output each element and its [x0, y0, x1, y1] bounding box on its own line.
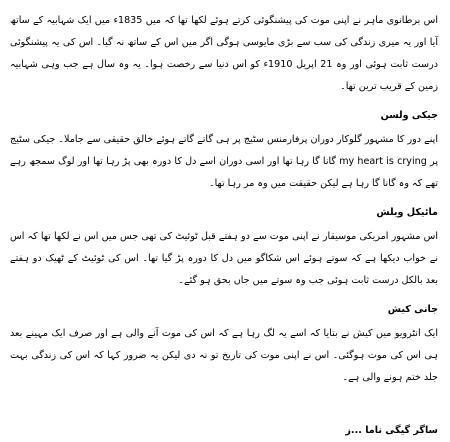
section-heading-jackie-wilson: جیکی ولسن [380, 110, 438, 121]
section-body-johnny-cash: ایک انٹرویو میں کیش نے بتایا کہ اسے یہ لگ رہا ہے کہ اس کی موت آنے والی ہے اور صرف ایک مہینے بعد ہی اس کی موت ہوگئی۔ اس نے اپنی موت کی تاریخ تو نہ دی لیکن یہ ضرور کہا کہ اس کی زندگی بہت جلد ختم ہونے والی ہے۔ [10, 328, 438, 383]
section-heading-michael-welsh: مائیکل ویلش [376, 207, 438, 218]
cut-off-heading: ساگر گیگی ناما ...ز [345, 425, 438, 436]
section-body-michael-welsh: اس مشہور امریکی موسیقار نے اپنی موت سے دو ہفتے قبل ٹوئیٹ کی تھی جس میں اس نے لکھا تھا کہ اس نے خواب دیکھا ہے کہ سوتے ہوئے اس شکاگو میں دل کا دورہ پڑ گیا تھا۔ اس کی ٹوئیٹ کے ٹھیک دو ہفتے بعد بالکل درست ثابت ہوئی جب وہ سوتے میں جاں بحق ہو گئے۔ [10, 231, 438, 286]
intro-paragraph: اس برطانوی ماہر نے اپنی موت کی پیشنگوئی کرتے ہوئے لکھا تھا کہ میں 1835ء میں ایک شہابیہ کے ساتھ آیا اور یہ میری زندگی کی سب سے بڑی مایوسی ہوگی اگر میں اس کے ساتھ نہ گیا۔ اس کی یہ پیشنگوئی درست ثابت ہوئی اور وہ 21 اپریل 1910ء کو اس دنیا سے رخصت ہوا۔ یہ وہ سال ہے جب وہی شہابیہ زمین کے قریب ترین تھا۔ [10, 15, 438, 92]
section-body-jackie-wilson: اپنے دور کا مشہور گلوکار دوران پرفارمنس سٹیج پر ہی گاتے گاتے ہوئے خالق حقیقی سے جاملا۔ جیکی سٹیج پر my heart is crying گانا گا رہا تھا اور اسی دوران اسے دل کا دورہ بھی پڑ رہا تھا اور لوگ سمجھ رہے تھے کہ وہ گانا گا رہا ہے لیکن حقیقت میں وہ مر رہا تھا۔ [10, 134, 439, 189]
section-heading-johnny-cash: جانی کیش [387, 304, 438, 315]
